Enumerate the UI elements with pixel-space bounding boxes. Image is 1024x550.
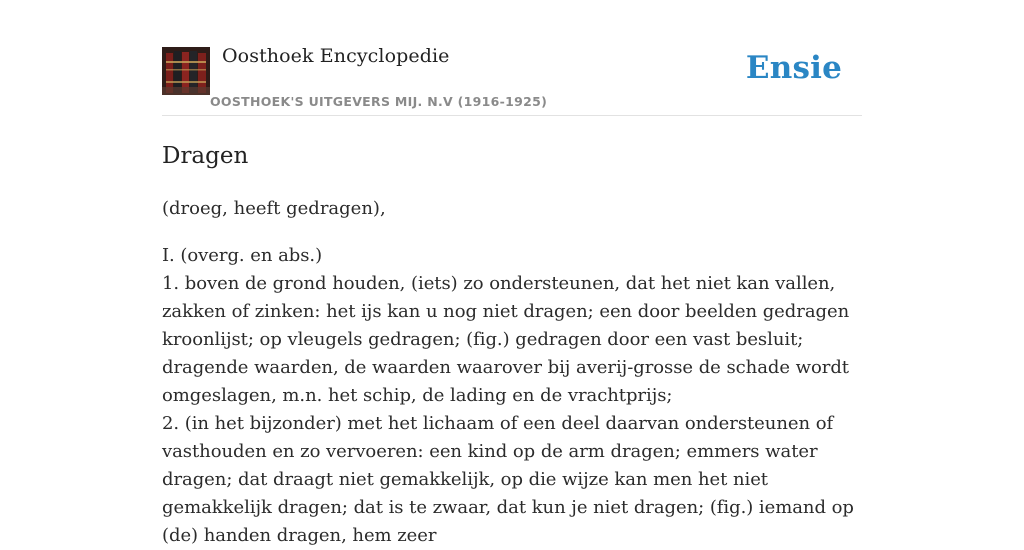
entry-forms: (droeg, heeft gedragen), bbox=[162, 198, 386, 219]
definition-2: 2. (in het bijzonder) met het lichaam of een deel daarvan ondersteunen of vasthouden en zo vervoeren: een kind op de arm dragen; emmers water dragen; dat draagt niet gemakkelijk, op die wijze kan men het niet gemakkelijk dragen; dat is te zwaar, dat kun je niet dragen; (fig.) iemand op (de) handen dragen, hem zeer bbox=[162, 413, 854, 546]
site-title[interactable]: Oosthoek Encyclopedie bbox=[222, 45, 450, 67]
book-spines-icon bbox=[162, 47, 210, 95]
definition-1: 1. boven de grond houden, (iets) zo ondersteunen, dat het niet kan vallen, zakken of zinken: het ijs kan u nog niet dragen; een door beelden gedragen kroonlijst; op vleugels gedragen; (fig.) gedragen door een vast besluit; dragende waarden, de waarden waarover bij averij-grosse de schade wordt omgeslagen, m.n. het schip, de lading en de vrachtprijs; bbox=[162, 273, 850, 406]
site-header bbox=[162, 0, 862, 116]
page bbox=[162, 0, 862, 550]
entry-body bbox=[162, 242, 862, 550]
entry-title: Dragen bbox=[162, 143, 249, 169]
ensie-logo[interactable]: Ensie bbox=[745, 50, 842, 86]
publisher-subtitle: OOSTHOEK'S UITGEVERS MIJ. N.V (1916-1925) bbox=[210, 94, 548, 109]
encyclopedia-books-avatar[interactable] bbox=[162, 47, 210, 95]
section-heading: I. (overg. en abs.) bbox=[162, 245, 323, 266]
